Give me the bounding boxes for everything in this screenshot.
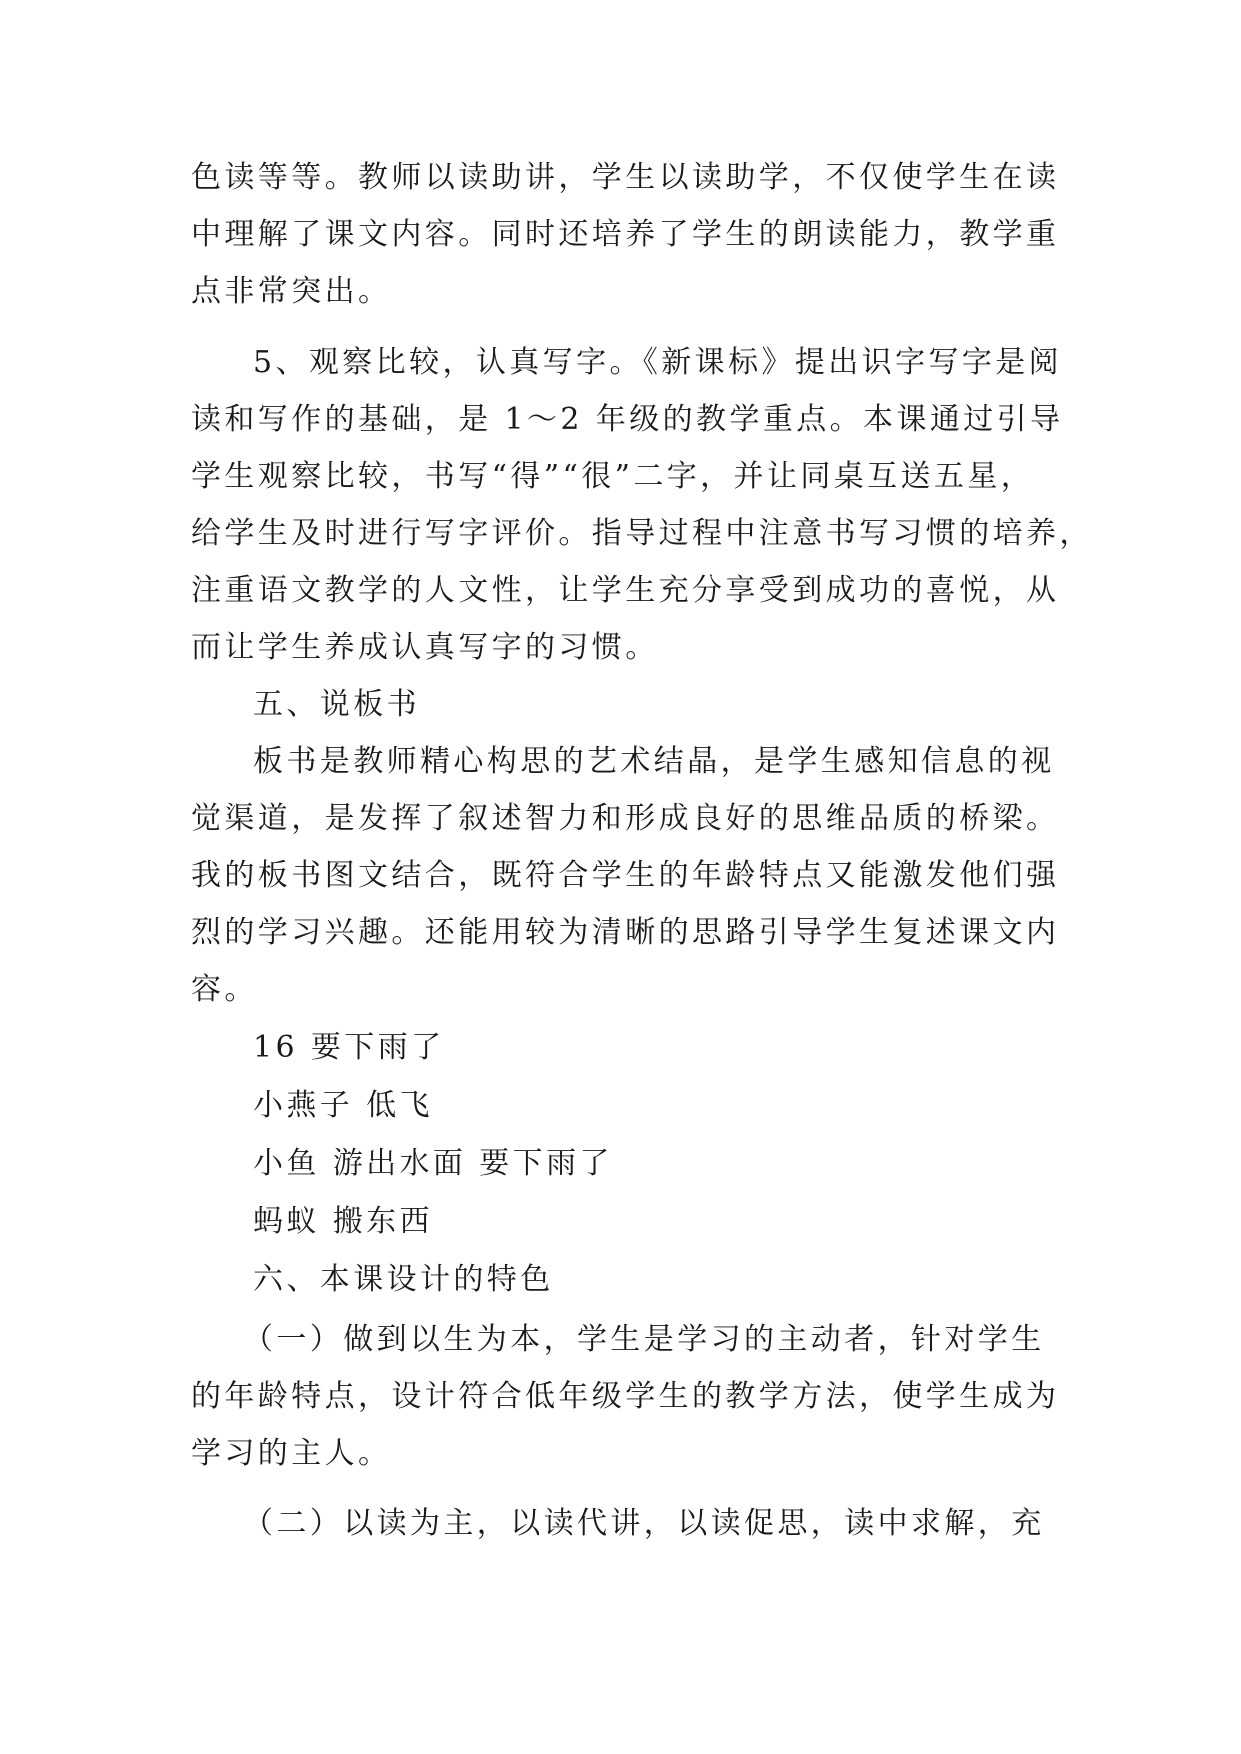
paragraph-line: （一）做到以生为本，学生是学习的主动者，针对学生 bbox=[243, 1322, 1045, 1357]
section-heading: 五、说板书 bbox=[253, 687, 420, 722]
paragraph-line: 板书是教师精心构思的艺术结晶，是学生感知信息的视 bbox=[253, 744, 1055, 779]
paragraph-line: 觉渠道，是发挥了叙述智力和形成良好的思维品质的桥梁。 bbox=[191, 801, 1060, 836]
board-title: 16 要下雨了 bbox=[253, 1030, 445, 1065]
paragraph-line: 给学生及时进行写字评价。指导过程中注意书写习惯的培养， bbox=[191, 516, 1093, 551]
paragraph-line: 色读等等。教师以读助讲，学生以读助学，不仅使学生在读 bbox=[191, 160, 1060, 195]
board-line: 小鱼 游出水面 要下雨了 bbox=[253, 1146, 613, 1181]
paragraph-line: （二）以读为主，以读代讲，以读促思，读中求解，充 bbox=[243, 1506, 1045, 1541]
paragraph-line: 5、观察比较，认真写字。《新课标》提出识字写字是阅 bbox=[253, 345, 1063, 380]
paragraph-line: 的年龄特点，设计符合低年级学生的教学方法，使学生成为 bbox=[191, 1379, 1060, 1414]
paragraph-line: 注重语文教学的人文性，让学生充分享受到成功的喜悦，从 bbox=[191, 573, 1060, 608]
paragraph-line: 而让学生养成认真写字的习惯。 bbox=[191, 630, 659, 665]
paragraph-line: 点非常突出。 bbox=[191, 274, 392, 309]
paragraph-line: 容。 bbox=[191, 972, 258, 1007]
paragraph-line: 烈的学习兴趣。还能用较为清晰的思路引导学生复述课文内 bbox=[191, 915, 1060, 950]
paragraph-line: 学生观察比较，书写“得”“很”二字，并让同桌互送五星， bbox=[191, 459, 1035, 494]
section-heading: 六、本课设计的特色 bbox=[253, 1262, 554, 1297]
board-line: 蚂蚁 搬东西 bbox=[253, 1204, 433, 1239]
paragraph-line: 读和写作的基础，是 1～2 年级的教学重点。本课通过引导 bbox=[191, 402, 1064, 437]
paragraph-line: 中理解了课文内容。同时还培养了学生的朗读能力，教学重 bbox=[191, 217, 1060, 252]
board-line: 小燕子 低飞 bbox=[253, 1088, 433, 1123]
paragraph-line: 我的板书图文结合，既符合学生的年龄特点又能激发他们强 bbox=[191, 858, 1060, 893]
paragraph-line: 学习的主人。 bbox=[191, 1436, 392, 1471]
